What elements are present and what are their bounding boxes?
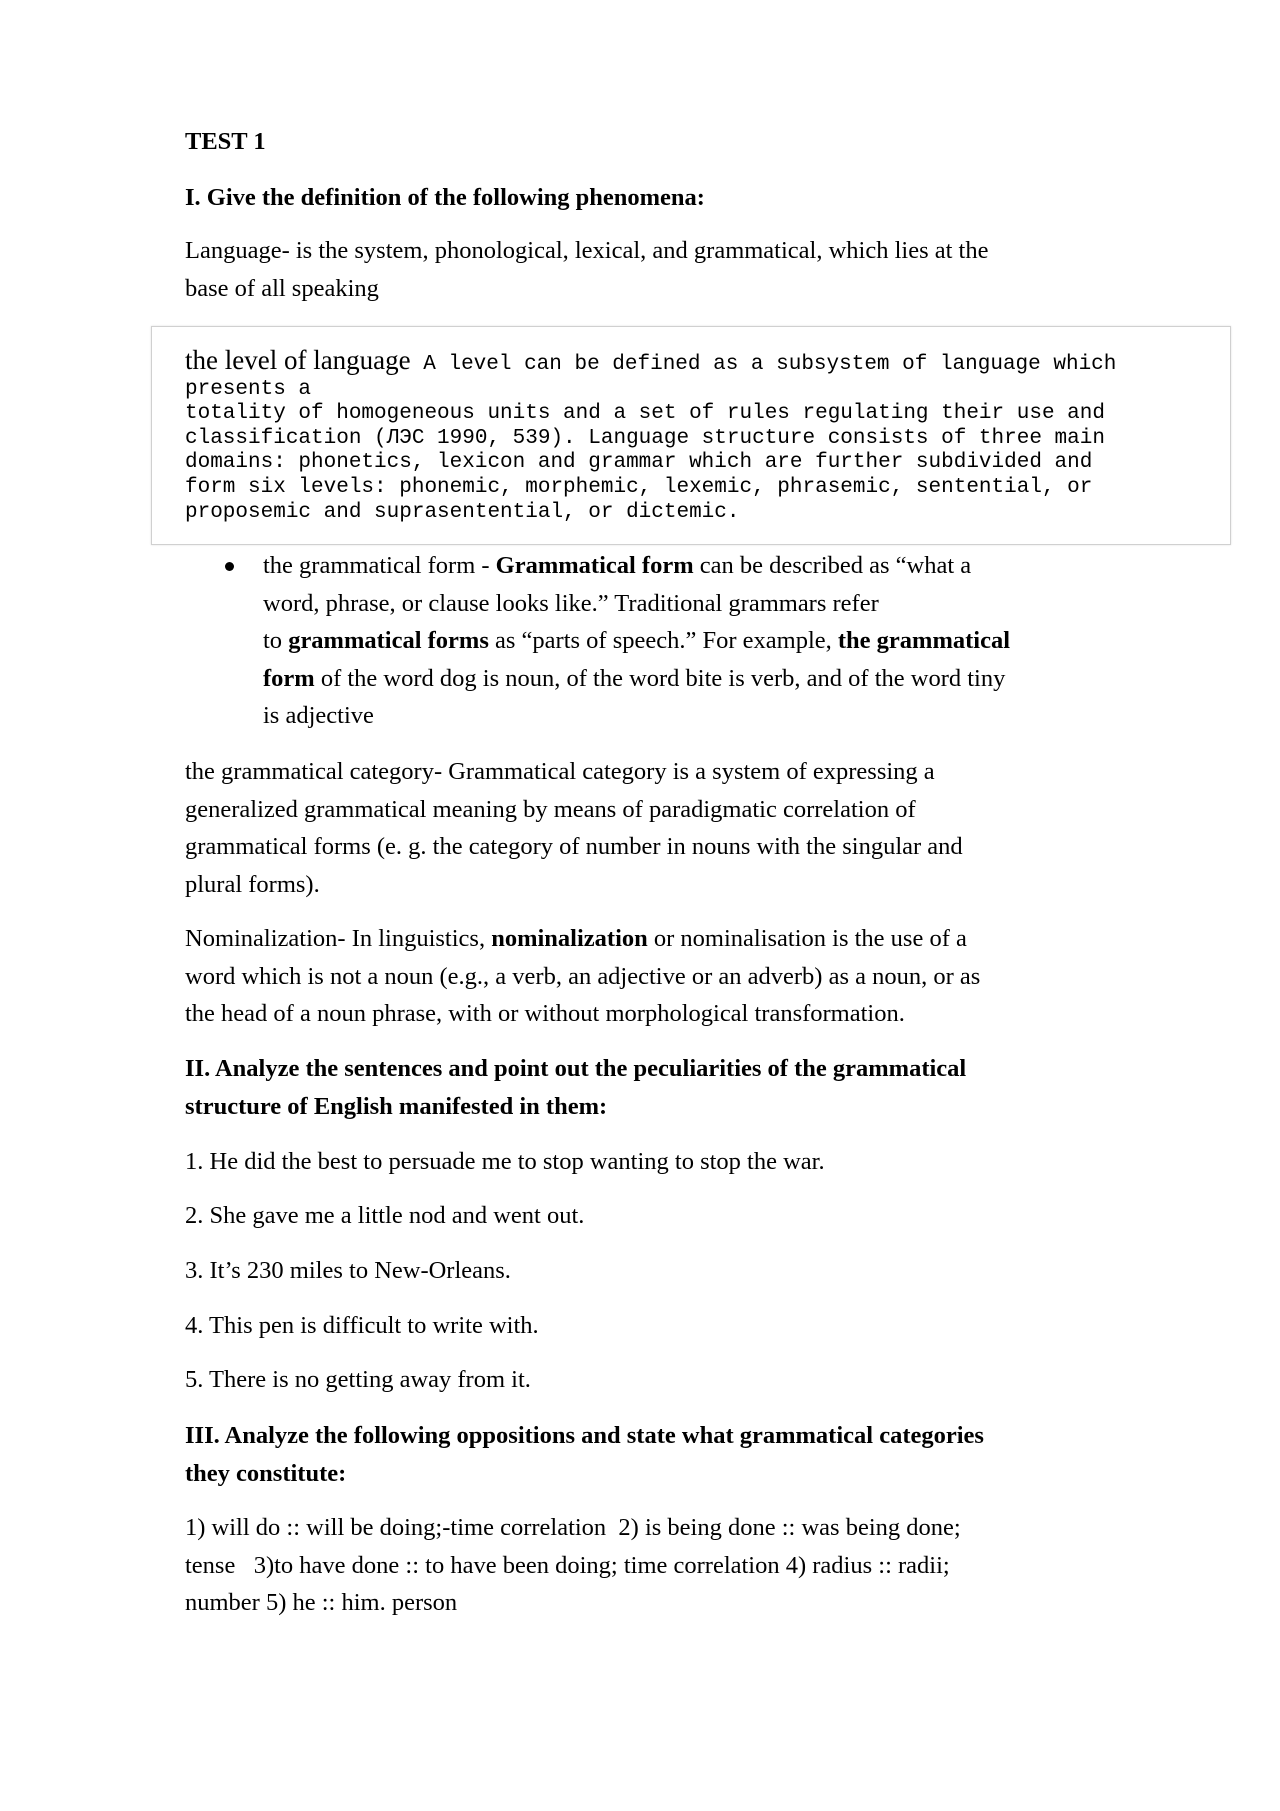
text: or nominalisation is the use of a [647, 925, 967, 952]
oppositions-answer [185, 1509, 961, 1622]
line: base of all speaking [185, 274, 379, 302]
bold-term: nominalization [491, 925, 648, 952]
text: of the word dog is noun, of the word bite is verb, and of the word tiny [314, 664, 1006, 692]
level-term: the level of language [185, 345, 411, 375]
heading-text: I. Give the definition of the following phenomena: [185, 184, 705, 211]
line: Language- is the system, phonological, lexical, and grammatical, which lies at the [185, 237, 989, 264]
grammatical-form-definition [263, 547, 1010, 735]
sentence-item: 4. This pen is difficult to write with. [185, 1312, 539, 1339]
sentence-item: 5. There is no getting away from it. [185, 1366, 531, 1393]
section3-heading [185, 1417, 984, 1492]
bold-term: grammatical forms [288, 627, 489, 654]
text: word, phrase, or clause looks like.” Traditional grammars refer [263, 589, 879, 617]
bold-term: Grammatical form [495, 552, 694, 579]
sentence-item: 1. He did the best to persuade me to stop wanting to stop the war. [185, 1148, 825, 1175]
line: II. Analyze the sentences and point out the peculiarities of the grammatical [185, 1055, 967, 1082]
line: totality of homogeneous units and a set of rules regulating their use and [185, 402, 1105, 426]
text: can be described as “what a [693, 552, 972, 579]
text: the grammatical form - [263, 552, 496, 579]
line: 1) will do :: will be doing;-time correlation 2) is being done :: was being done; [185, 1514, 961, 1541]
bullet-icon [225, 562, 234, 571]
line: number 5) he :: him. person [185, 1589, 458, 1616]
sentence-item: 2. She gave me a little nod and went out. [185, 1202, 585, 1229]
line: proposemic and suprasentential, or dictemic. [185, 500, 740, 524]
page-title [185, 123, 266, 161]
line: tense 3)to have done :: to have been doing; time correlation 4) radius :: radii; [185, 1551, 950, 1579]
line: plural forms). [185, 870, 320, 898]
line: they constitute: [185, 1459, 347, 1487]
sentence-item: 3. It’s 230 miles to New-Orleans. [185, 1257, 511, 1284]
line: III. Analyze the following oppositions and state what grammatical categories [185, 1422, 984, 1449]
line: structure of English manifested in them: [185, 1092, 608, 1120]
bold-term: form [263, 664, 315, 692]
grammatical-category-definition [185, 753, 963, 903]
title-text: TEST 1 [185, 128, 266, 155]
text: is adjective [263, 702, 374, 729]
bold-term: the grammatical [837, 627, 1011, 654]
text: word which is not a noun (e.g., a verb, an adjective or an adverb) as a noun, or as [185, 962, 981, 990]
line: A level can be defined as a subsystem of language which [410, 353, 1117, 376]
level-of-language-definition [185, 345, 1117, 525]
line: the grammatical category- Grammatical category is a system of expressing a [185, 758, 935, 785]
line: presents a [185, 377, 312, 401]
line: grammatical forms (e. g. the category of number in nouns with the singular and [185, 833, 963, 860]
section1-heading [185, 179, 705, 217]
line: form six levels: phonemic, morphemic, lexemic, phrasemic, sentential, or [185, 475, 1093, 499]
language-definition [185, 232, 989, 307]
line: domains: phonetics, lexicon and grammar which are further subdivided and [185, 451, 1093, 475]
section2-heading [185, 1050, 966, 1125]
text: as “parts of speech.” For example, [488, 627, 838, 654]
line: classification (ЛЭС 1990, 539). Language structure consists of three main [185, 426, 1105, 450]
line: generalized grammatical meaning by means of paradigmatic correlation of [185, 795, 916, 823]
text: Nominalization- In linguistics, [185, 925, 492, 952]
text: to [263, 627, 289, 654]
text: the head of a noun phrase, with or without morphological transformation. [185, 1000, 905, 1027]
nominalization-definition [185, 920, 980, 1033]
